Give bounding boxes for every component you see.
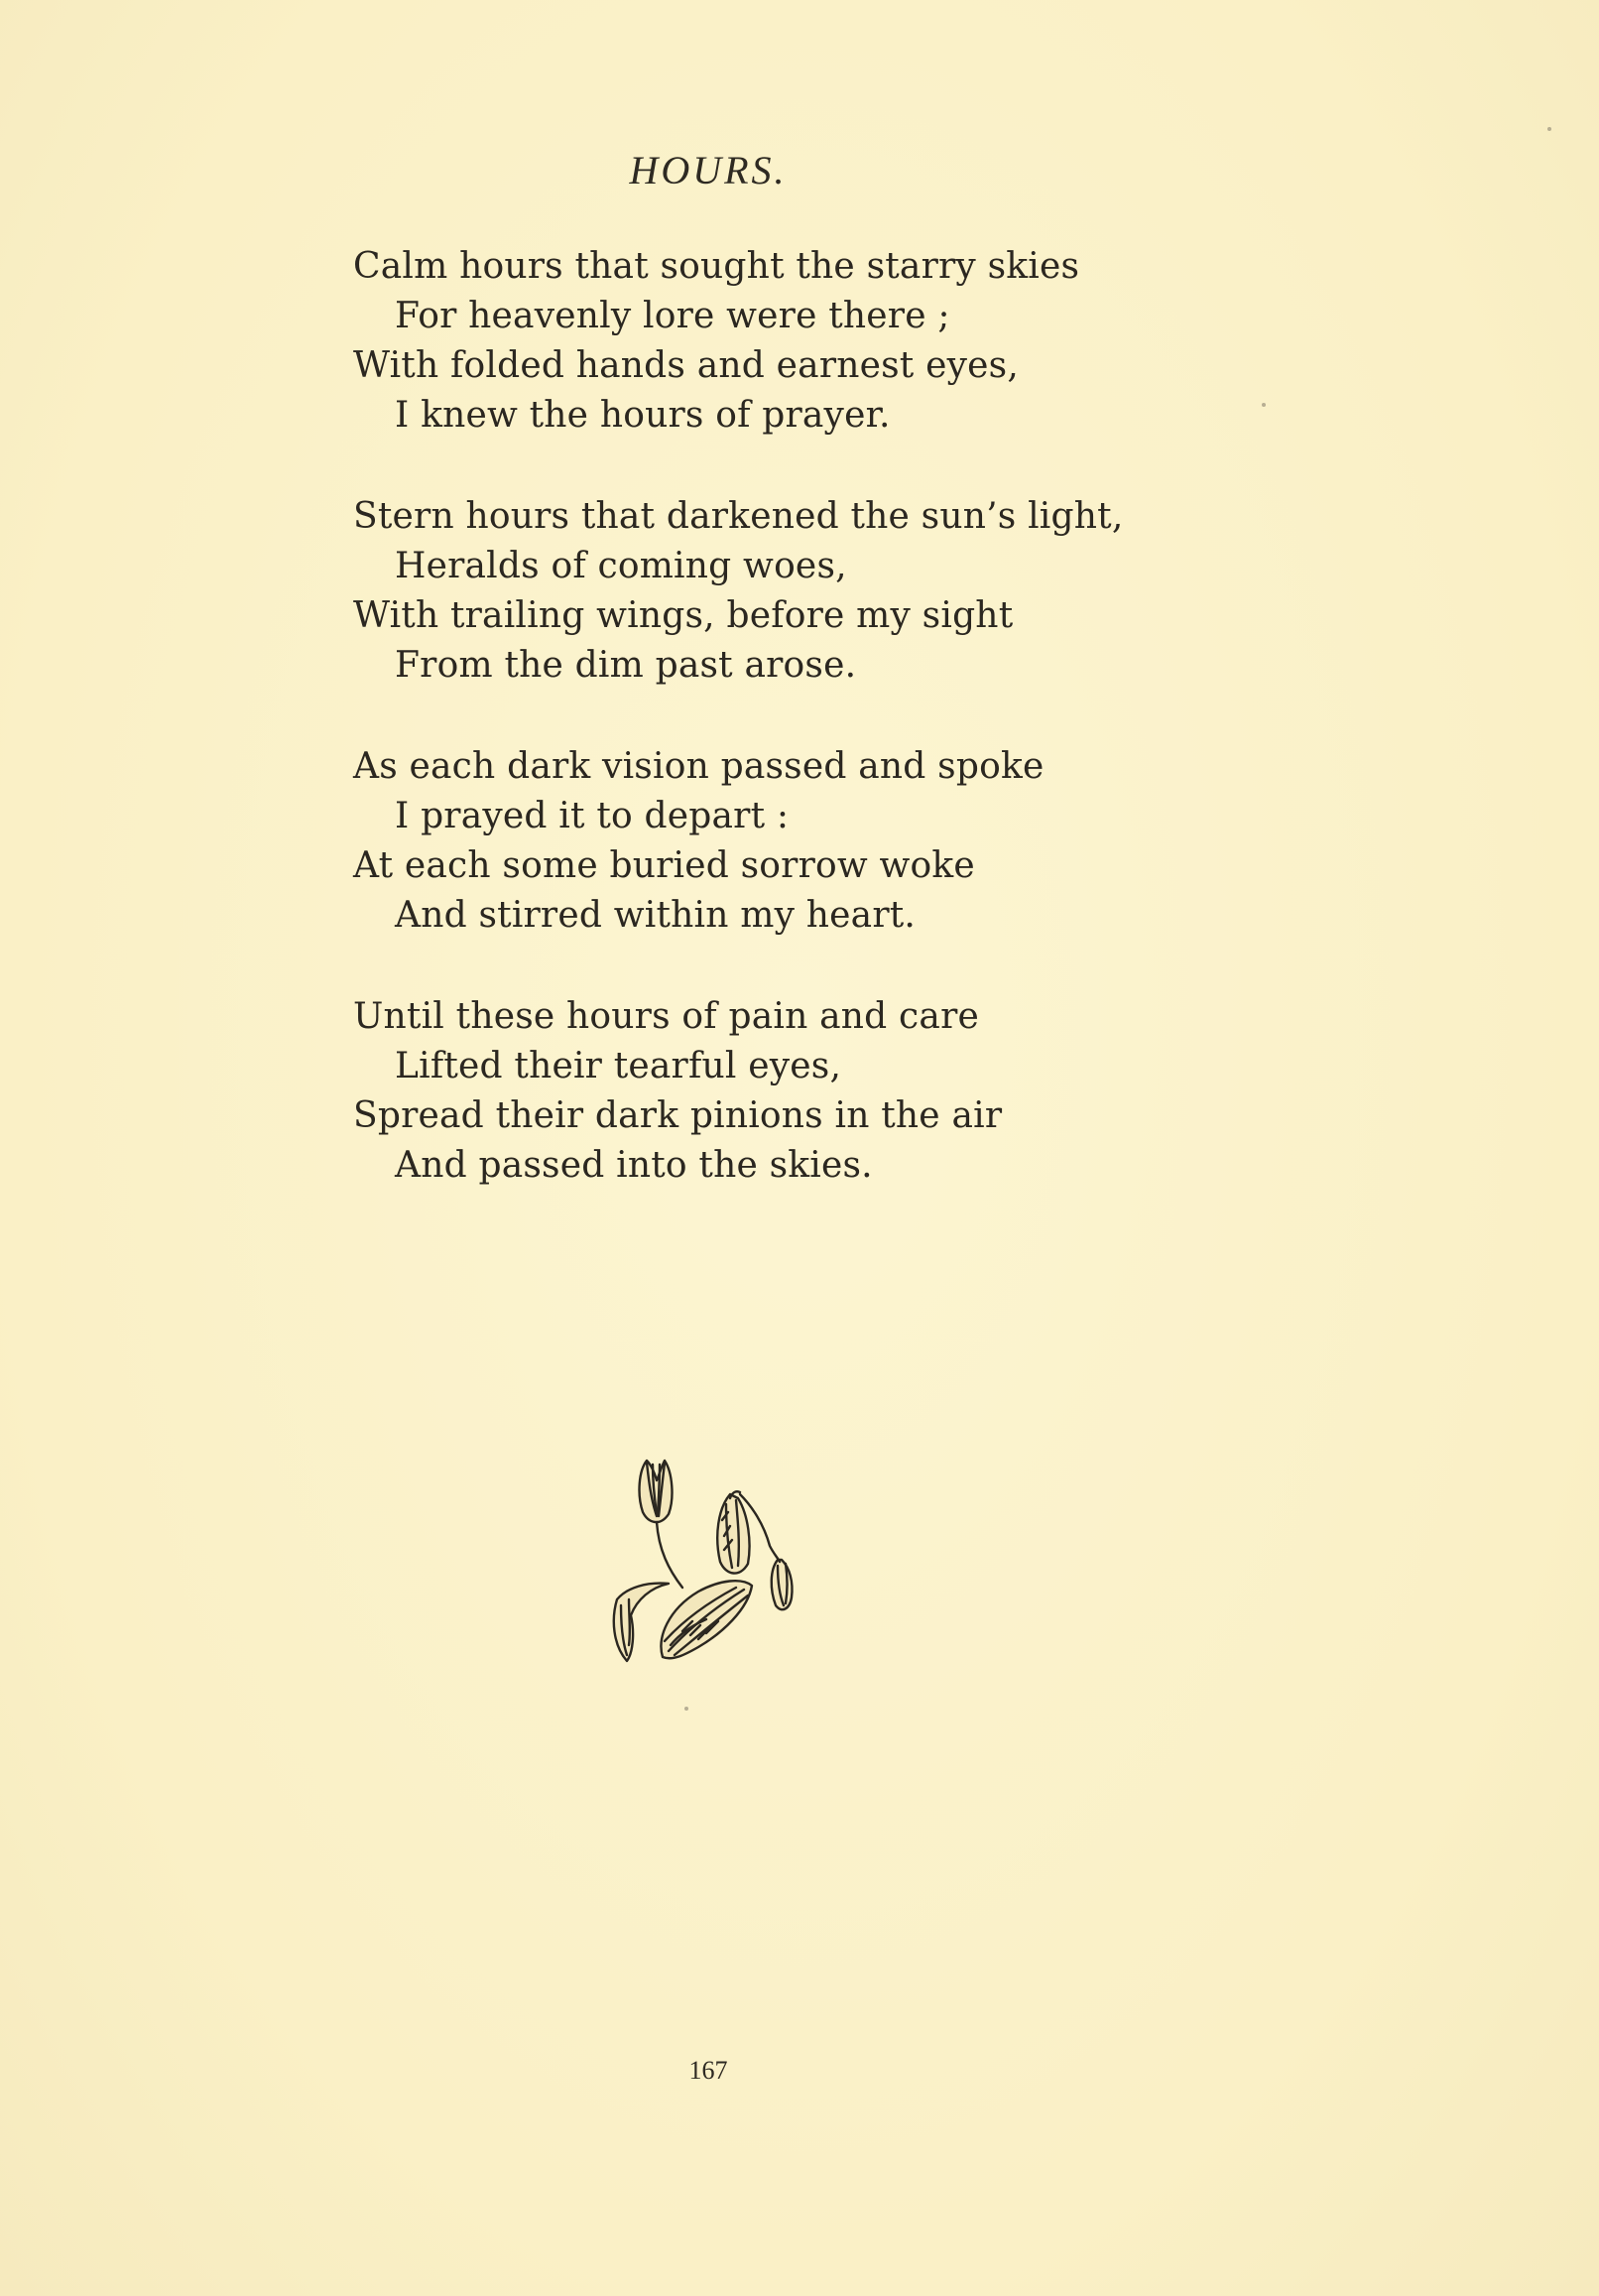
poem-line: Calm hours that sought the starry skies [353,246,1080,287]
poem-line: And passed into the skies. [395,1145,873,1186]
stanza-4 [353,992,1246,1191]
poem-line: Lifted their tearful eyes, [395,1046,842,1086]
poem-line: With folded hands and earnest eyes, [353,345,1019,386]
paper-speck [1547,127,1551,131]
stanza-1 [353,242,1246,441]
stanza-3 [353,742,1246,941]
poem-line: Heralds of coming woes, [395,546,847,586]
stanza-2 [353,492,1246,691]
paper-speck [1262,403,1266,407]
poem-line: With trailing wings, before my sight [353,595,1014,636]
poem-line: I prayed it to depart : [395,796,790,836]
poem-line: Spread their dark pinions in the air [353,1095,1003,1136]
poem-title: HOURS. [629,148,788,192]
poem-line: For heavenly lore were there ; [395,296,950,336]
page-number: 167 [688,2056,728,2085]
poem-line: Stern hours that darkened the sun’s light, [353,496,1124,537]
poem-line: From the dim past arose. [395,645,857,686]
poem-line: I knew the hours of prayer. [395,395,891,436]
poem-line: Until these hours of pain and care [353,996,979,1037]
poem-line: As each dark vision passed and spoke [353,746,1045,787]
poem-body [353,242,1246,1242]
poem-line: And stirred within my heart. [395,895,917,936]
poem-line: At each some buried sorrow woke [353,845,975,886]
tulip-flowers-icon [603,1451,813,1669]
paper-speck [684,1707,688,1711]
